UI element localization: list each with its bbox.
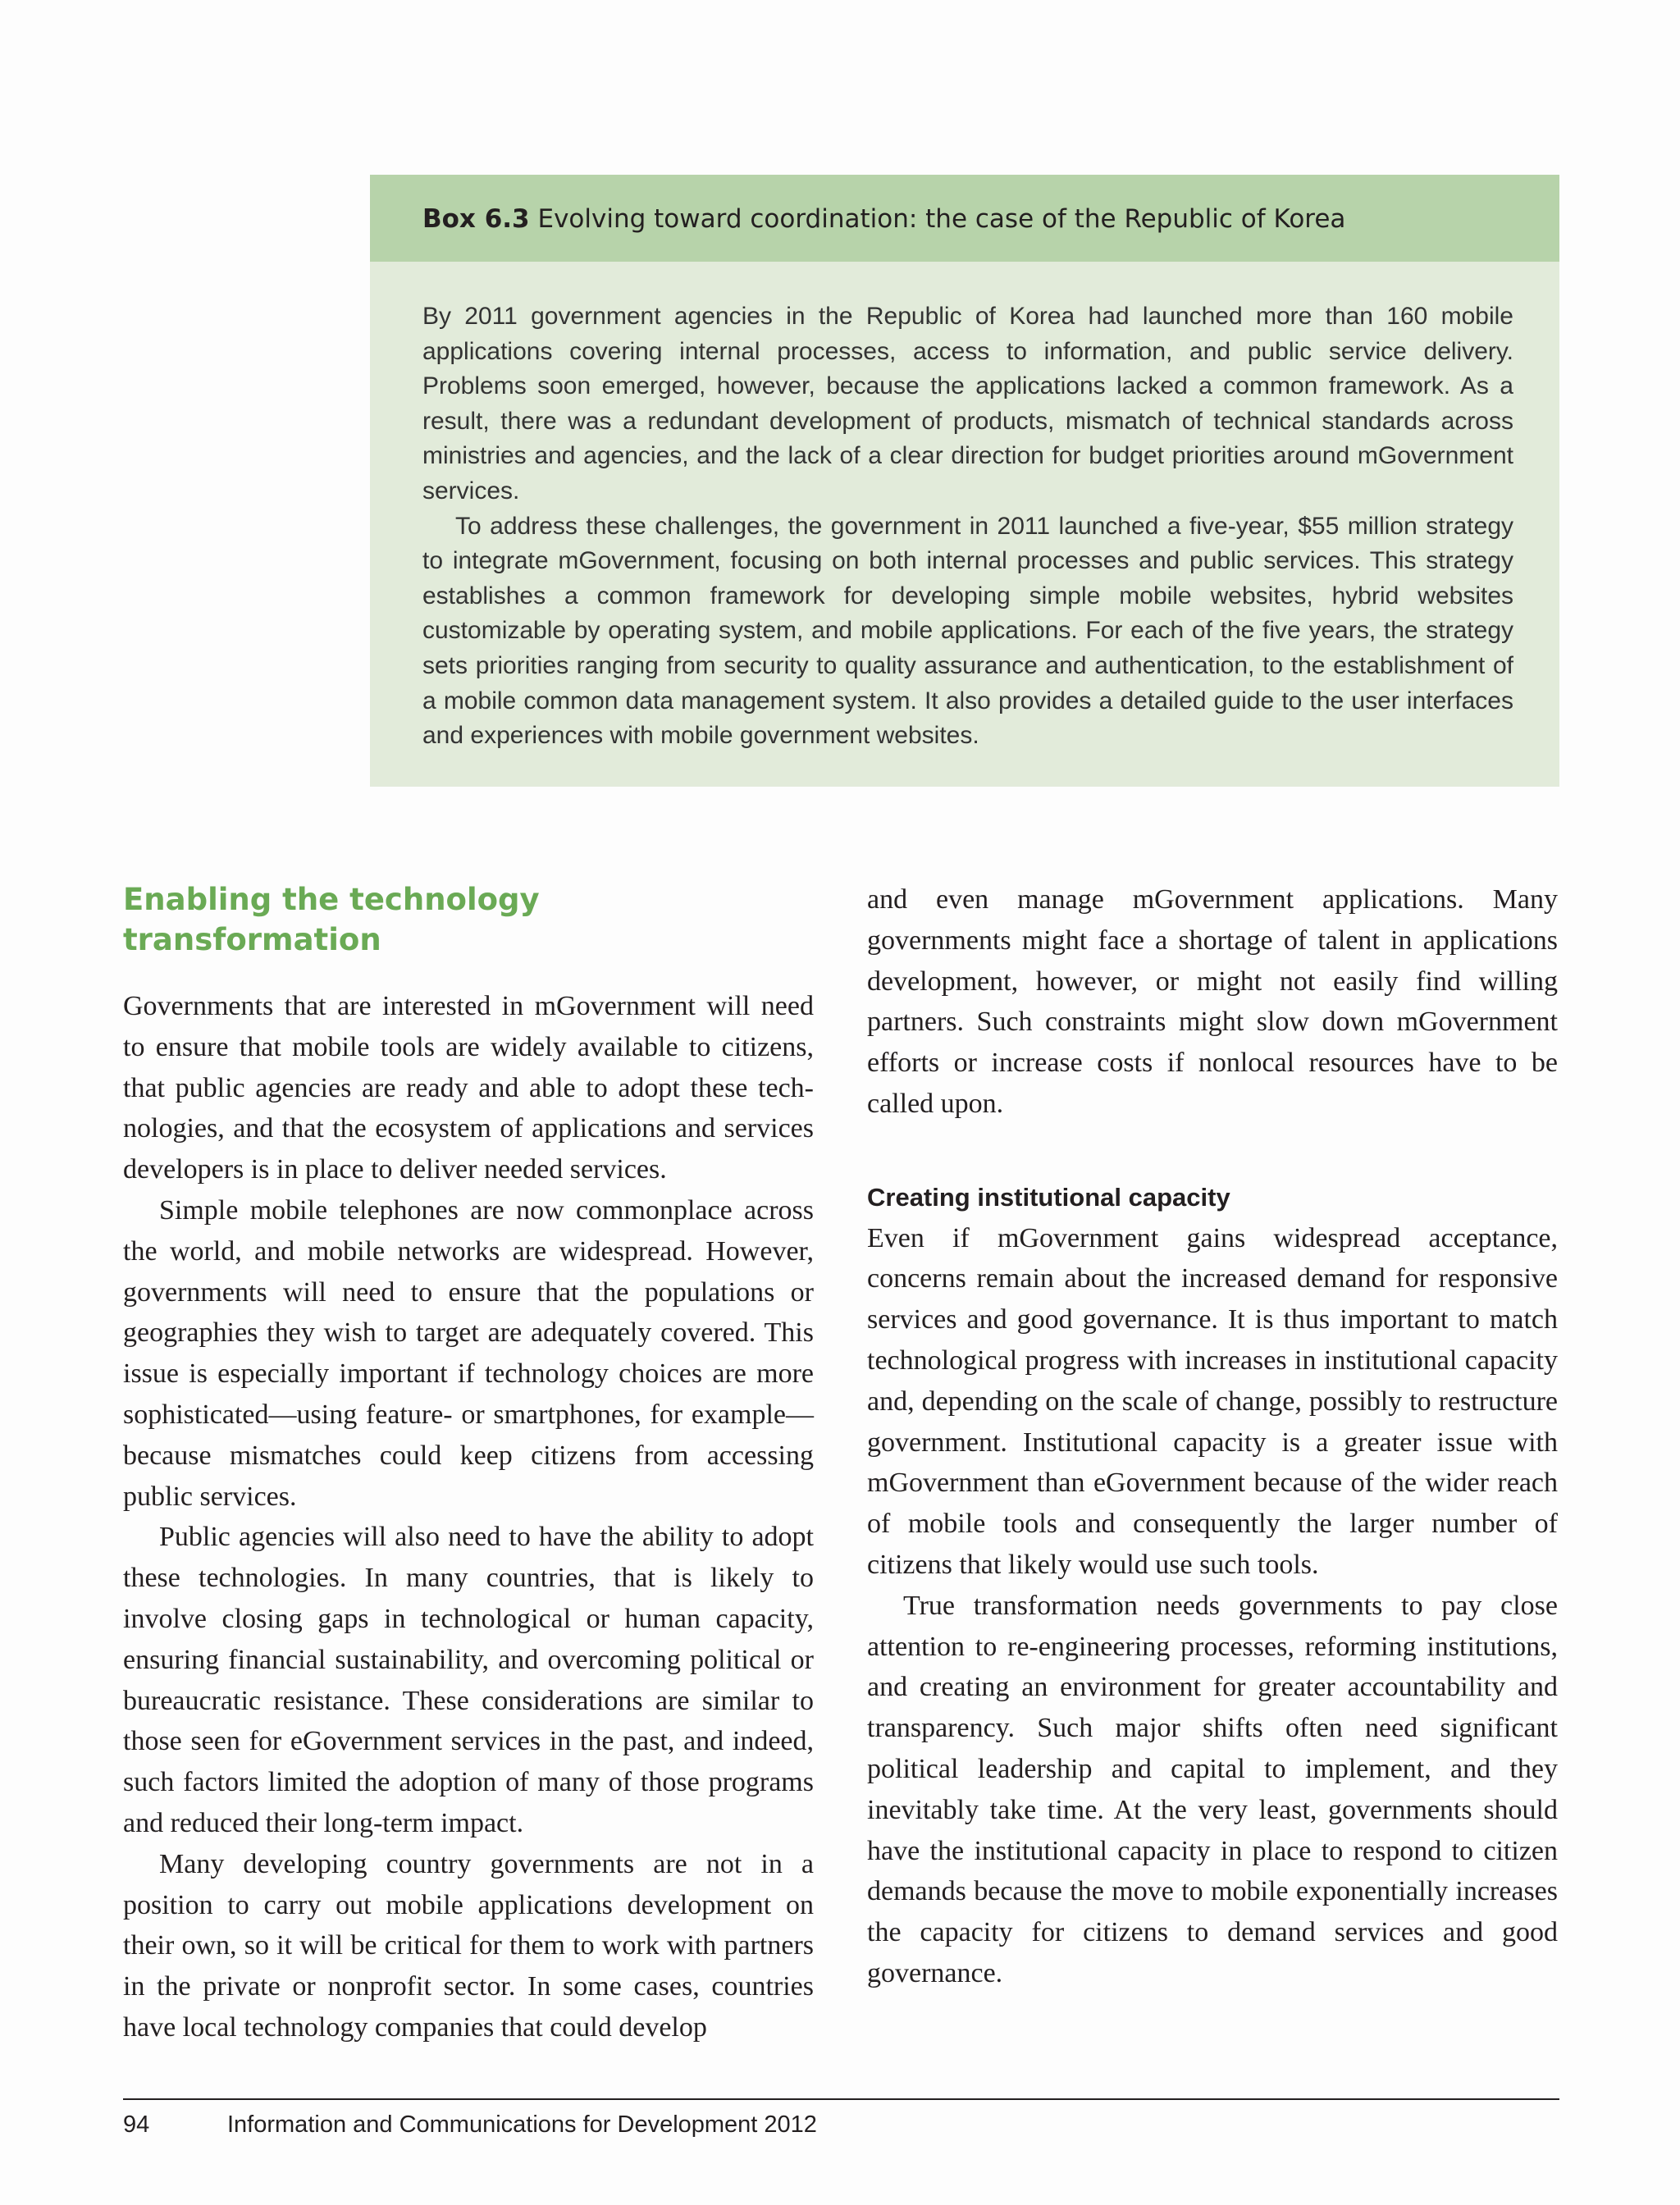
body-paragraph: Governments that are interested in mGovernment will need to ensure that mobile tools are widely available to citizens, that public agencies are ready and able to adopt these technologies, and that the ecosystem of applications and services developers is in place to deliver needed services. <box>123 991 814 1185</box>
body-paragraph: Even if mGovernment gains widespread acceptance, concerns remain about the increased demand for responsive services and good governance. It is thus important to match technological progress with increases in institutional capacity and, depending on the scale of change, possibly to restructure government. Institutional capacity is a greater issue with mGovernment than eGovernment because of the wider reach of mobile tools and consequently the larger number of citizens that likely would use such tools. <box>867 1222 1558 1580</box>
section-heading-line: Enabling the technology <box>123 882 540 917</box>
page-number: 94 <box>123 2111 150 2138</box>
footer-rule <box>123 2098 1559 2100</box>
subsection-heading: Creating institutional capacity <box>867 1182 1230 1212</box>
box-title-text: Evolving toward coordination: the case of the Republic of Korea <box>537 204 1346 234</box>
box-header <box>370 175 1559 262</box>
box-body <box>422 299 1513 754</box>
body-paragraph: and even manage mGovernment applications. Many governments might face a shortage of talent in applications development, however, or might not easily find willing partners. Such constraints might slow down mGovernment efforts or increase costs if nonlocal resources have to be called upon. <box>867 884 1558 1119</box>
body-paragraph: Many developing country governments are not in a position to carry out mobile applications development on their own, so it will be critical for them to work with partners in the private or nonprofit sector. In some cases, countries have local technology companies that could develop <box>123 1848 814 2043</box>
box-paragraph: To address these challenges, the government in 2011 launched a five-year, $55 million strategy to integrate mGovernment, focusing on both internal processes and public services. This strategy establishes a common framework for developing simple mobile websites, hybrid websites customizable by operating system, and mobile applications. For each of the five years, the strategy sets priorities ranging from security to quality assurance and authentication, to the establishment of a mobile common data management system. It also provides a detailed guide to the user interfaces and experiences with mobile government websites. <box>422 512 1513 750</box>
box-paragraph: By 2011 government agencies in the Republic of Korea had launched more than 160 mobile applications covering internal processes, access to information, and public service delivery. Problems soon emerged, however, because the applications lacked a common framework. As a result, there was a redundant development of products, mismatch of technical standards across ministries and agencies, and the lack of a clear direction for budget priorities around mGovernment services. <box>422 303 1513 504</box>
sidebar-box <box>370 175 1559 787</box>
body-paragraph: Simple mobile telephones are now commonplace across the world, and mobile networks are widespread. However, governments will need to ensure that the populations or geographies they wish to target are adequately covered. This issue is especially important if technology choices are more sophisticated—using feature- or smartphones, for example—because mismatches could keep citizens from accessing public services. <box>123 1194 814 1512</box>
running-title: Information and Communications for Development 2012 <box>227 2111 817 2138</box>
section-heading-line: transformation <box>123 922 381 957</box>
box-title <box>422 204 1345 234</box>
right-column <box>867 879 1558 1994</box>
left-column <box>123 879 814 2048</box>
section-heading <box>123 879 814 960</box>
box-label: Box 6.3 <box>422 204 530 234</box>
body-paragraph: Public agencies will also need to have the ability to adopt these technologies. In many countries, that is likely to involve closing gaps in technological or human capacity, ensuring financial sustainability, and overcoming political or bureaucratic resistance. These considerations are similar to those seen for eGovernment services in the past, and indeed, such factors limited the adoption of many of those programs and reduced their long-term impact. <box>123 1522 814 1838</box>
body-paragraph: True transformation needs governments to pay close attention to re-engineering processes, reforming institutions, and creating an environment for greater accountability and transparency. Such major shifts often need significant political leadership and capital to implement, and they inevitably take time. At the very least, governments should have the institutional capacity in place to respond to citizen demands because the move to mobile exponentially increases the capacity for citizens to demand services and good governance. <box>867 1590 1558 1988</box>
